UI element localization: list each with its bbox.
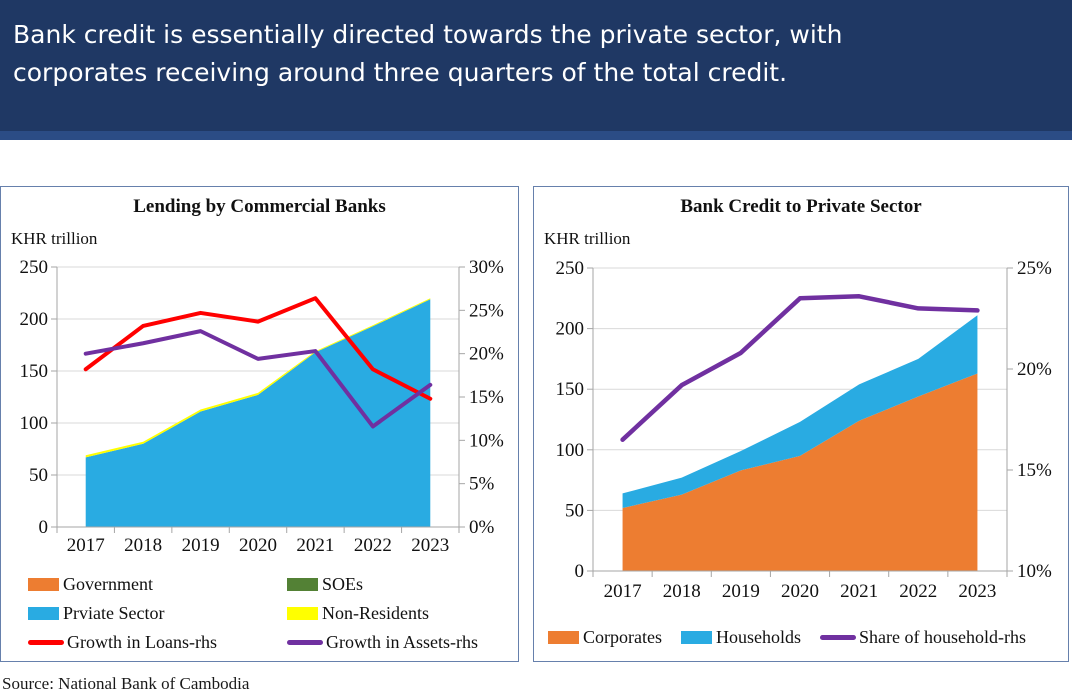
left-tick-label: 100 [19,413,48,434]
private-credit-chart-plot [534,257,1066,609]
legend-swatch-red [28,640,64,645]
header-banner [0,0,1072,140]
legend-item-non-residents [287,603,478,624]
left-tick-label: 250 [19,257,48,278]
legend-item-government [28,574,287,595]
legend-item-households [681,627,801,648]
legend-item-growth-in-loans-rhs [28,632,287,653]
left-tick-label: 0 [574,561,584,582]
right-tick-label: 20% [1017,359,1052,380]
private-credit-chart-legend [548,627,1026,648]
area-orange [623,373,978,571]
legend-swatch-purple [820,635,856,640]
right-tick-label: 25% [1017,258,1052,279]
lending-chart-legend [28,574,478,653]
legend-swatch-orange [28,578,59,591]
legend-swatch-blue [681,631,712,644]
legend-label: Government [63,574,153,594]
legend-item-corporates [548,627,662,648]
right-tick-label: 10% [1017,561,1052,582]
legend-label: Growth in Assets-rhs [326,632,478,652]
left-tick-label: 100 [555,439,584,461]
source-note: Source: National Bank of Cambodia [2,674,250,691]
legend-label: Households [715,627,801,647]
legend-item-growth-in-assets-rhs [287,632,478,653]
left-tick-label: 50 [565,500,584,522]
legend-label: Corporates [583,627,662,647]
x-category-label: 2022 [899,581,938,602]
chart-panel-lending [0,186,519,662]
right-tick-label: 25% [469,300,504,322]
x-category-label: 2017 [603,581,642,602]
right-tick-label: 10% [469,430,504,452]
legend-swatch-purple [287,640,323,645]
headline: Bank credit is essentially directed towards the private sector, with corporates receiving around three quarters of the total credit. [13,20,843,87]
x-category-label: 2021 [296,535,335,556]
legend-swatch-orange [548,631,579,644]
x-category-label: 2018 [124,535,163,556]
right-tick-label: 0% [469,517,495,538]
right-tick-label: 20% [469,343,504,365]
left-tick-label: 200 [19,309,48,330]
legend-label: SOEs [322,574,364,594]
left-tick-label: 200 [555,318,584,340]
left-tick-label: 0 [38,517,48,538]
left-tick-label: 150 [555,379,584,401]
x-category-label: 2020 [239,535,277,556]
left-tick-label: 50 [29,465,48,486]
right-tick-label: 15% [1017,460,1052,481]
right-tick-label: 15% [469,387,504,408]
legend-label: Prviate Sector [63,603,165,623]
chart-title-lending: Lending by Commercial Banks [133,196,386,217]
chart-title-private-credit: Bank Credit to Private Sector [680,196,922,217]
x-category-label: 2023 [958,581,997,602]
area-blue [86,299,431,527]
legend-label: Share of household-rhs [858,627,1026,647]
legend-swatch-green [287,578,318,591]
x-category-label: 2019 [181,535,220,556]
legend-item-share-of-household-rhs [820,627,1026,648]
x-category-label: 2023 [411,535,450,556]
x-category-label: 2022 [353,535,392,556]
left-tick-label: 250 [555,258,584,279]
x-category-label: 2021 [840,581,879,602]
axis-unit-label-private-credit: KHR trillion [544,229,631,248]
lending-chart-plot [1,257,516,569]
x-category-label: 2018 [662,581,701,602]
x-category-label: 2017 [66,535,105,556]
legend-item-prviate-sector [28,603,287,624]
right-tick-label: 30% [469,257,504,278]
axis-unit-label-lending: KHR trillion [11,229,98,248]
legend-label: Non-Residents [322,603,429,623]
legend-swatch-yellow [287,607,318,620]
x-category-label: 2020 [781,581,819,602]
x-category-label: 2019 [721,581,760,602]
chart-panel-private-credit [533,186,1069,662]
legend-item-soes [287,574,478,595]
right-tick-label: 5% [469,473,495,495]
legend-swatch-blue [28,607,59,620]
legend-label: Growth in Loans-rhs [67,632,217,652]
left-tick-label: 150 [19,361,48,382]
